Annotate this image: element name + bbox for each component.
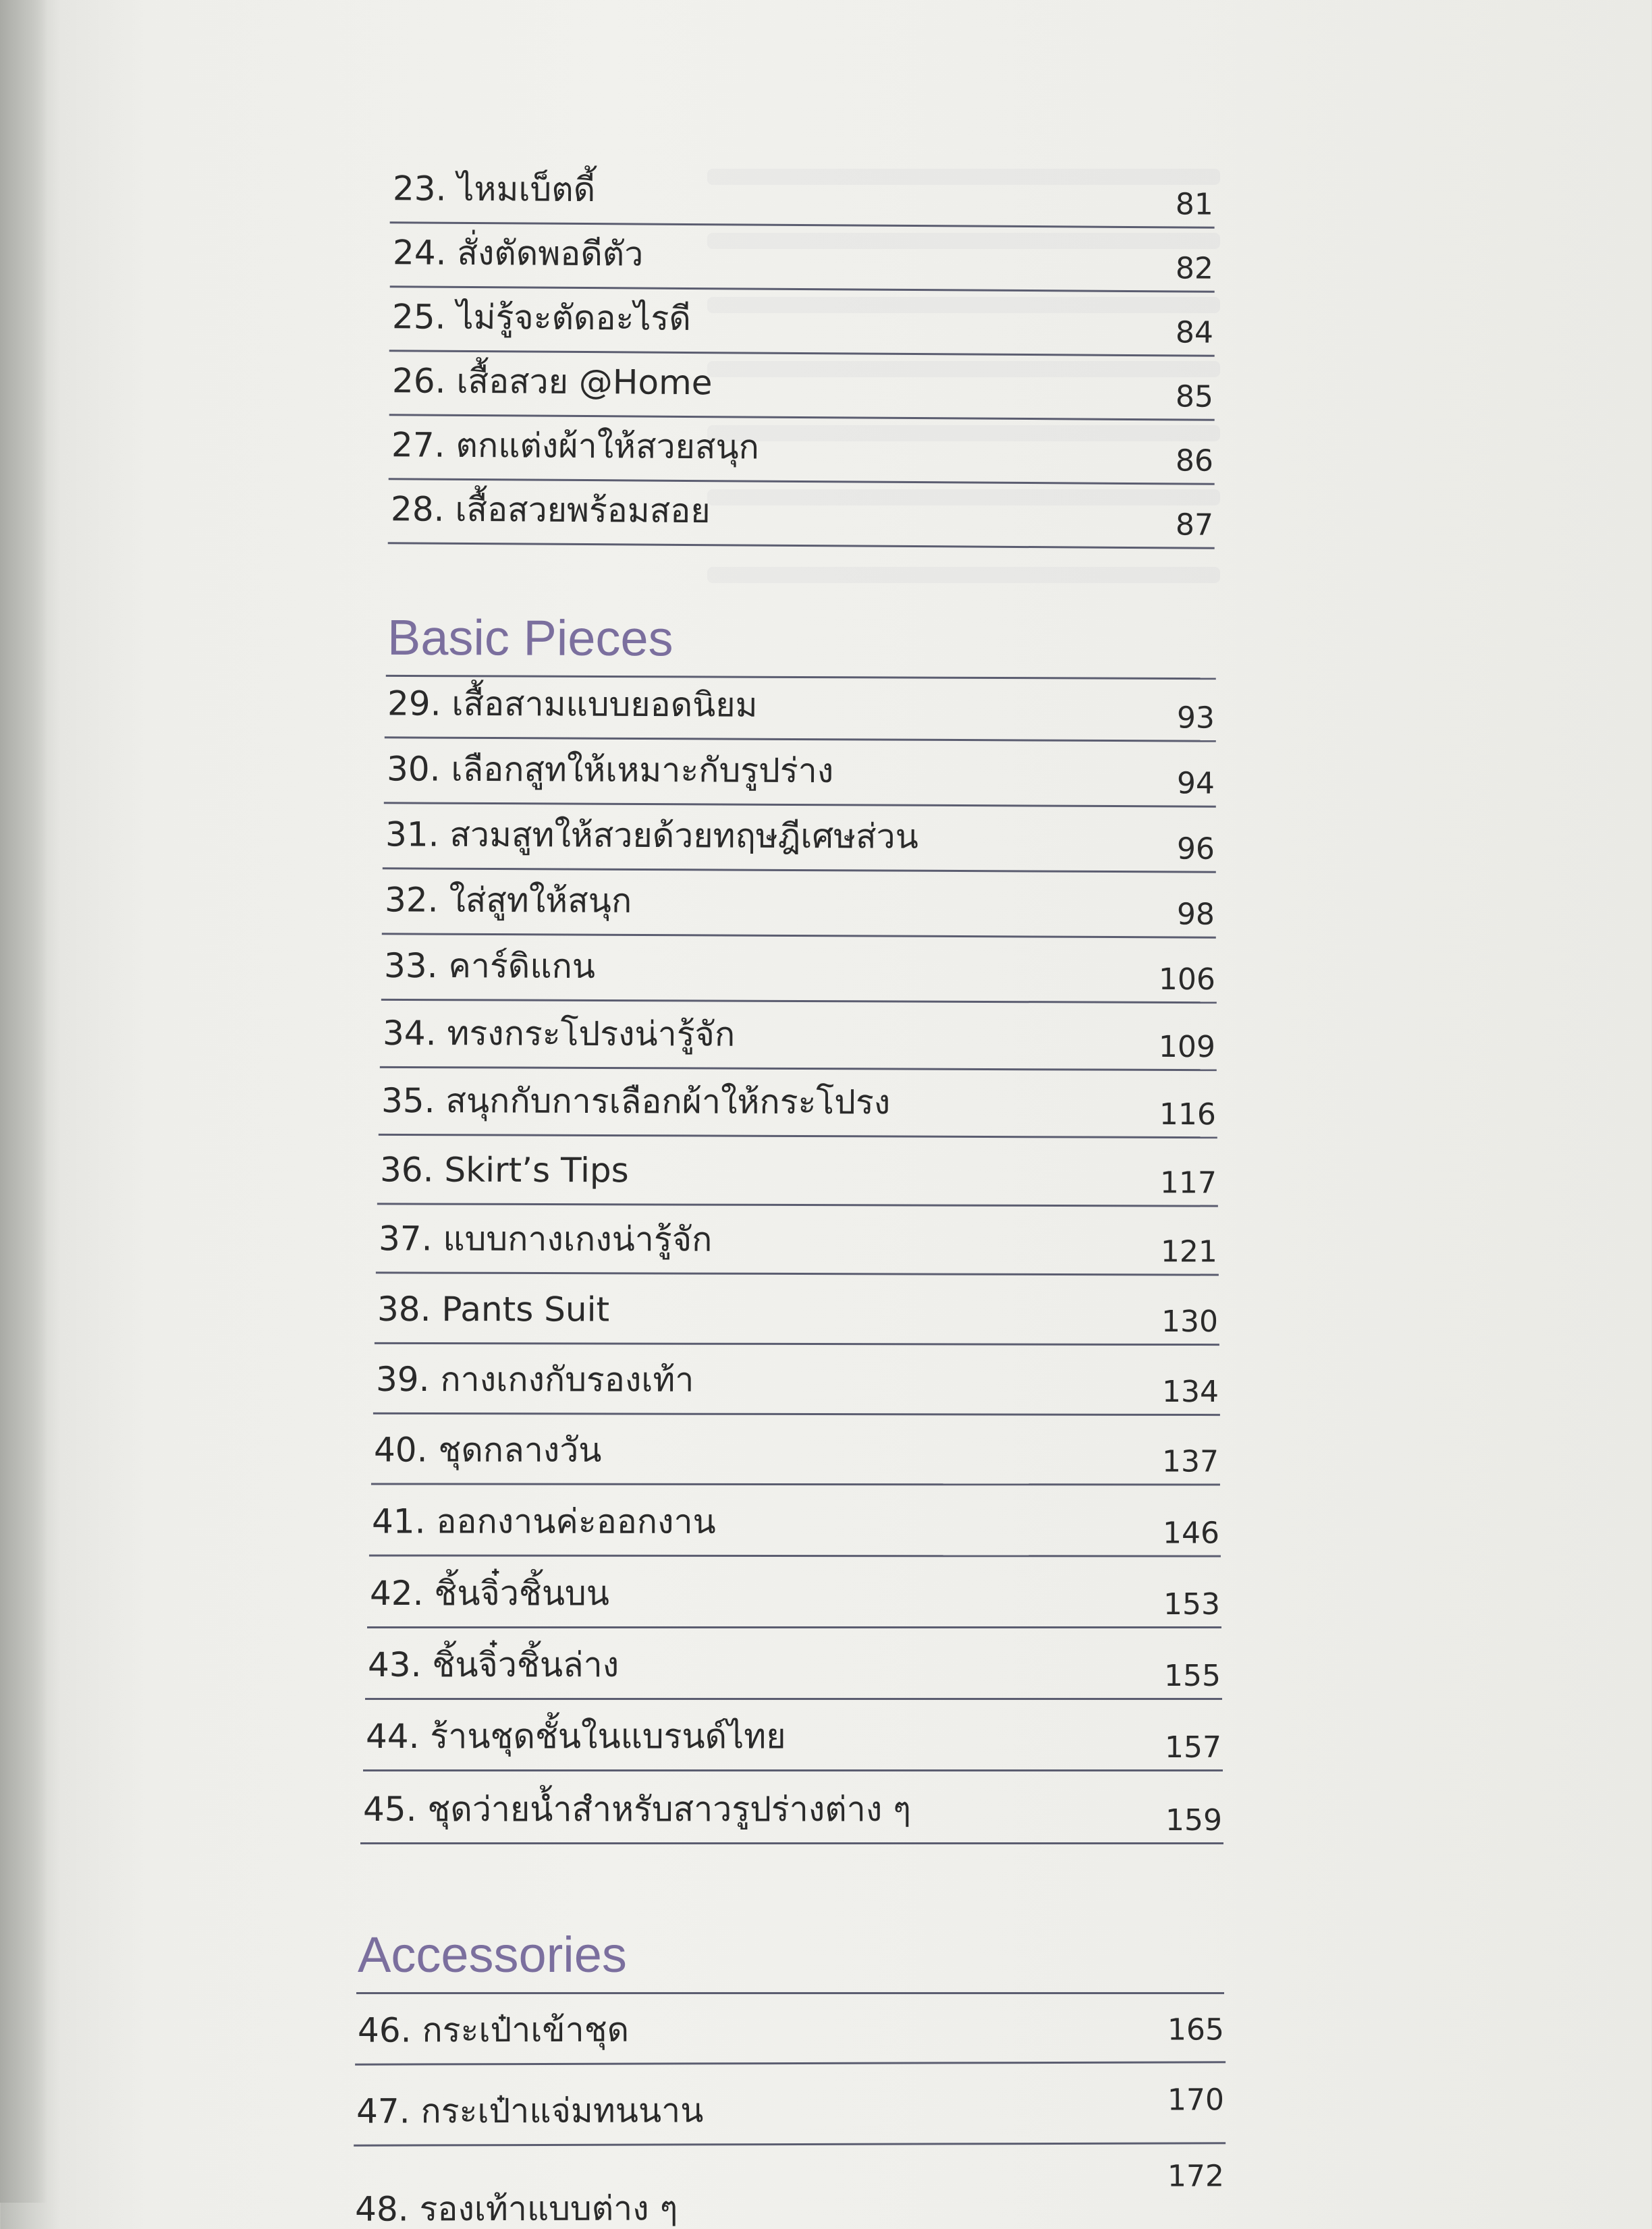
entry-title: 24. สั่งตัดพอดีตัว	[392, 233, 644, 274]
entry-title: 25. ไม่รู้จะตัดอะไรดี	[391, 297, 692, 338]
entry-title: 41. ออกงานค่ะออกงาน	[371, 1502, 716, 1541]
entry-title: 42. ชิ้นจิ๋วชิ้นบน	[370, 1574, 609, 1613]
entry-page-number: 165	[1167, 2012, 1225, 2047]
entry-page-number: 153	[1163, 1587, 1220, 1622]
toc-entry	[365, 1628, 1222, 1700]
entry-title: 40. ชุดกลางวัน	[373, 1430, 602, 1470]
toc-entry	[381, 935, 1217, 1003]
toc-entry	[388, 480, 1215, 549]
entry-page-number: 109	[1158, 1029, 1216, 1065]
toc-entry	[389, 287, 1215, 356]
entry-title: 44. ร้านชุดชั้นในแบรนด์ไทย	[366, 1717, 786, 1756]
entry-page-number: 106	[1158, 962, 1216, 997]
toc-entry	[380, 1001, 1217, 1071]
entry-page-number: 86	[1175, 443, 1214, 478]
entry-title: 34. ทรงกระโปรงน่ารู้จัก	[382, 1013, 736, 1054]
entry-page-number: 155	[1164, 1659, 1221, 1693]
entry-page-number: 134	[1161, 1374, 1219, 1410]
entry-title: 45. ชุดว่ายน้ำสำหรับสาวรูปร่างต่าง ๆ	[363, 1790, 911, 1829]
entry-page-number: 130	[1161, 1304, 1219, 1340]
entry-page-number: 137	[1161, 1444, 1219, 1479]
section-heading-accessories	[356, 1903, 1224, 1994]
entry-page-number: 121	[1160, 1234, 1218, 1269]
entry-title: 36. Skirt’s Tips	[379, 1150, 629, 1190]
section-title: Basic Pieces	[387, 609, 673, 667]
entry-page-number: 146	[1162, 1516, 1220, 1551]
entry-page-number: 157	[1165, 1730, 1221, 1765]
entry-title: 23. ไหมเบ็ตดี้	[392, 169, 596, 210]
entry-title: 28. เสื้อสวยพร้อมสอย	[390, 489, 711, 531]
entry-title: 31. สวมสูทให้สวยด้วยทฤษฎีเศษส่วน	[385, 815, 919, 856]
toc-entry	[390, 142, 1215, 228]
toc-entry	[360, 1771, 1223, 1844]
entry-page-number: 87	[1175, 507, 1214, 543]
toc-entry	[355, 1993, 1226, 2065]
entry-page-number: 116	[1159, 1097, 1217, 1132]
entry-page-number: 117	[1159, 1165, 1217, 1201]
entry-title: 32. ใส่สูทให้สนุก	[384, 880, 632, 920]
toc-entry	[389, 416, 1215, 485]
entry-title: 39. กางเกงกับรองเท้า	[375, 1359, 694, 1400]
toc-entry	[367, 1557, 1221, 1628]
toc-entry	[390, 223, 1215, 292]
entry-title: 33. คาร์ดิแกน	[383, 945, 596, 986]
entry-page-number: 94	[1176, 766, 1215, 801]
section-title: Accessories	[358, 1927, 627, 1983]
entry-title: 48. รองเท้าแบบต่าง ๆ	[355, 2189, 678, 2229]
toc-entry	[389, 352, 1215, 420]
entry-page-number: 93	[1176, 700, 1215, 736]
entry-page-number: 84	[1175, 315, 1214, 350]
toc-entry	[379, 1068, 1217, 1138]
entry-title: 29. เสื้อสามแบบยอดนิยม	[387, 684, 758, 725]
entry-title: 35. สนุกกับการเลือกผ้าให้กระโปรง	[381, 1080, 891, 1122]
entry-page-number: 82	[1175, 251, 1214, 286]
entry-title: 26. เสื้อสวย @Home	[391, 361, 713, 403]
toc-entry	[384, 738, 1216, 807]
toc-entry	[377, 1136, 1218, 1207]
entry-page-number: 85	[1175, 379, 1214, 414]
entry-title: 47. กระเป๋าแจ่มทนนาน	[356, 2091, 704, 2131]
toc-entry	[363, 1700, 1223, 1771]
section-heading-basic-pieces	[386, 586, 1216, 680]
entry-page-number: 159	[1165, 1803, 1222, 1838]
toc-entry	[352, 2144, 1226, 2229]
toc-entry	[371, 1414, 1220, 1485]
entry-page-number: 98	[1176, 897, 1215, 932]
entry-page-number: 96	[1176, 831, 1215, 866]
entry-title: 30. เลือกสูทให้เหมาะกับรูปร่าง	[386, 749, 834, 791]
toc-entry	[375, 1274, 1219, 1346]
show-through-text	[707, 567, 1220, 583]
entry-page-number: 172	[1167, 2159, 1225, 2194]
entry-title: 27. ตกแต่งผ้าให้สวยสนุก	[391, 425, 760, 467]
entry-page-number: 170	[1167, 2083, 1225, 2118]
toc-entry	[382, 869, 1216, 938]
entry-title: 38. Pants Suit	[377, 1289, 610, 1329]
toc-entry	[383, 804, 1216, 873]
toc-entry	[385, 676, 1216, 742]
entry-title: 37. แบบกางเกงน่ารู้จัก	[378, 1219, 713, 1259]
toc-entry	[376, 1205, 1219, 1275]
toc-entry	[369, 1485, 1221, 1557]
entry-title: 43. ชิ้นจิ๋วชิ้นล่าง	[368, 1645, 620, 1684]
entry-title: 46. กระเป๋าเข้าชุด	[357, 2010, 630, 2050]
toc-entry	[354, 2063, 1226, 2146]
entry-page-number: 81	[1175, 187, 1213, 222]
toc-entry	[373, 1344, 1220, 1416]
